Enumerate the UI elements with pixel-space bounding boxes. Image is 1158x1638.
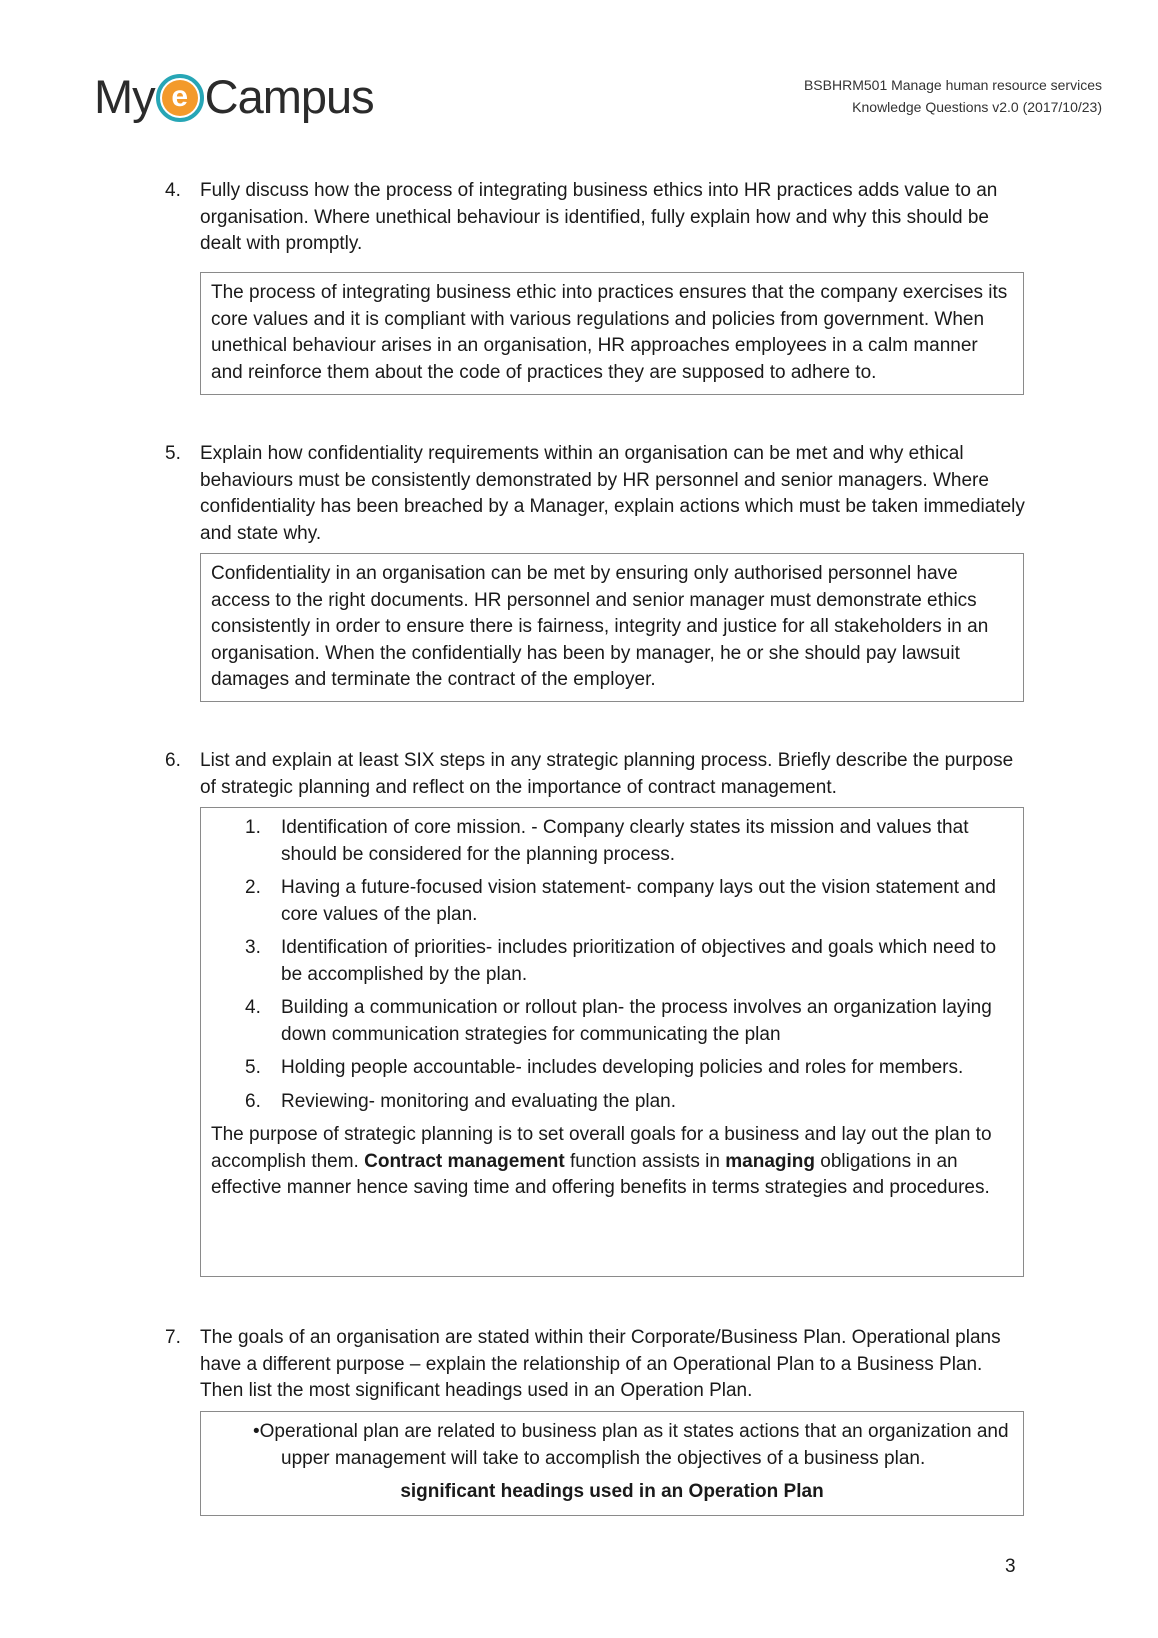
logo-e-icon bbox=[156, 74, 204, 122]
bullet-item: •Operational plan are related to business plan as it states actions that an organization and upper management will take to accomplish the objectives of a business plan. bbox=[253, 1421, 1009, 1469]
course-line: BSBHRM501 Manage human resource services bbox=[803, 77, 1102, 93]
logo-e: e bbox=[162, 80, 198, 116]
answer-box-5[interactable] bbox=[200, 553, 1024, 702]
logo-campus: Campus bbox=[204, 69, 374, 123]
question-number: 4. bbox=[165, 180, 181, 201]
headings-title: significant headings used in an Operation Plan bbox=[400, 1481, 824, 1502]
list-item: 5. Holding people accountable- includes developing policies and roles for members. bbox=[245, 1057, 964, 1078]
list-item: 4. Building a communication or rollout plan- the process involves an organization laying down communication strategies for communicating the plan bbox=[245, 997, 992, 1045]
question-4 bbox=[165, 178, 1025, 258]
mycampus-logo bbox=[94, 66, 374, 126]
list-item: 2. Having a future-focused vision statement- company lays out the vision statement and core values of the plan. bbox=[245, 877, 996, 925]
question-text: The goals of an organisation are stated within their Corporate/Business Plan. Operational plans have a different purpose – explain the relationship of an Operational Plan to a Business Plan. Then list the most significant headings used in an Operation Plan. bbox=[200, 1327, 1001, 1401]
page-number: 3 bbox=[1005, 1556, 1016, 1577]
answer-box-6[interactable] bbox=[200, 807, 1024, 1277]
question-7 bbox=[165, 1325, 1025, 1405]
answer-text: Confidentiality in an organisation can be met by ensuring only authorised personnel have access to the right documents. HR personnel and senior manager must demonstrate ethics consistently in order to ensure there is fairness, integrity and justice for all stakeholders in an organisation. When the confidentially has been by manager, he or she should pay lawsuit damages and terminate the contract of the employer. bbox=[211, 563, 989, 690]
question-text: Explain how confidentiality requirements within an organisation can be met and why ethical behaviours must be consistently demonstrated by HR personnel and senior managers. Where confidentiality has been breached by a Manager, explain actions which must be taken immediately and state why. bbox=[200, 443, 1025, 544]
document-header-info bbox=[804, 74, 1102, 118]
strategic-steps-list bbox=[211, 815, 1013, 1115]
list-item: 6. Reviewing- monitoring and evaluating the plan. bbox=[245, 1090, 677, 1112]
question-number: 6. bbox=[165, 750, 181, 771]
question-text: List and explain at least SIX steps in any strategic planning process. Briefly describe the purpose of strategic planning and reflect on the importance of contract management. bbox=[200, 750, 1014, 798]
logo-my: My bbox=[94, 69, 155, 123]
version-line: Knowledge Questions v2.0 (2017/10/23) bbox=[852, 99, 1102, 115]
list-item: 1. Identification of core mission. - Company clearly states its mission and values that should be considered for the planning process. bbox=[245, 817, 969, 865]
purpose-paragraph: The purpose of strategic planning is to set overall goals for a business and lay out the plan to accomplish them. Contract management function assists in managing obligations in an effective manner hence saving time and offering benefits in terms strategies and procedures. bbox=[211, 1124, 992, 1198]
question-6 bbox=[165, 748, 1025, 801]
question-number: 7. bbox=[165, 1327, 181, 1348]
list-item: 3. Identification of priorities- includes prioritization of objectives and goals which need to be accomplished by the plan. bbox=[245, 937, 997, 985]
question-text: Fully discuss how the process of integrating business ethics into HR practices adds value to an organisation. Where unethical behaviour is identified, fully explain how and why this should be dealt with promptly. bbox=[200, 180, 998, 254]
question-5 bbox=[165, 441, 1025, 547]
answer-box-4[interactable] bbox=[200, 272, 1024, 395]
question-number: 5. bbox=[165, 443, 181, 464]
answer-text: The process of integrating business ethic into practices ensures that the company exercises its core values and it is compliant with various regulations and policies from government. When unethical behaviour arises in an organisation, HR approaches employees in a calm manner and reinforce them about the code of practices they are supposed to adhere to. bbox=[211, 282, 1008, 383]
answer-box-7[interactable] bbox=[200, 1411, 1024, 1516]
